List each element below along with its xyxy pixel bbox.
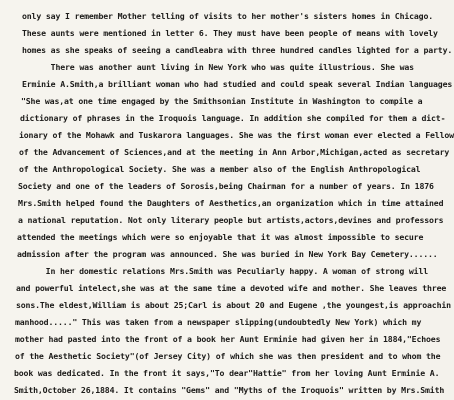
text-line: and powerful intelect,she was at the same time a devoted wife and mother. She leaves three	[16, 283, 447, 293]
text-line: "She was,at one time engaged by the Smithsonian Institute in Washington to compile a	[21, 96, 423, 106]
text-line: Society and one of the leaders of Sorosis,being Chairman for a number of years. In 1876	[18, 181, 434, 191]
text-line: a national reputation. Not only literary people but artists,actors,devines and professors	[18, 215, 444, 225]
text-line: of the Aesthetic Society"(of Jersey City) of which she was then president and to whom the	[15, 351, 441, 361]
text-line: manhood....." This was taken from a newspaper slipping(undoubtedly New York) which my	[15, 317, 422, 327]
text-line: Erminie A.Smith,a brilliant woman who had studied and could speak several Indian languages	[22, 79, 453, 89]
text-line: admission after the program was announced. She was buried in New York Bay Cemetery......	[17, 249, 438, 259]
text-line: ionary of the Mohawk and Tuskarora languages. She was the first woman ever elected a Fellow	[19, 130, 454, 140]
text-line: Mrs.Smith helped found the Daughters of Aesthetics,an organization which in time attained	[18, 198, 444, 208]
text-line: only say I remember Mother telling of visits to her mother's sisters homes in Chicago.	[22, 11, 434, 21]
text-line: attended the meetings which were so enjoyable that it was almost impossible to secure	[17, 232, 424, 242]
text-line: In her domestic relations Mrs.Smith was Peculiarly happy. A woman of strong will	[17, 266, 429, 276]
text-line: of the Anthropological Society. She was a member also of the English Anthropological	[19, 164, 421, 174]
text-line: mother had pasted into the front of a book her Aunt Erminie had given her in 1884,"Echoes	[15, 334, 441, 344]
text-line: book was dedicated. In the front it says,"To dear"Hattie" from her loving Aunt Erminie A.	[14, 368, 440, 378]
text-line: Smith,October 26,1884. It contains "Gems" and "Myths of the Iroquois" written by Mrs.Smith	[14, 385, 445, 395]
text-line: There was another aunt living in New York who was quite illustrious. She was	[22, 62, 414, 72]
text-line: sons.The eldest,William is about 25;Carl is about 20 and Eugene ,the youngest,is approachin	[16, 300, 451, 310]
text-line: homes as she speaks of seeing a candleabra with three hundred candles lighted for a party.	[22, 45, 453, 55]
text-line: These aunts were mentioned in letter 6. They must have been people of means with lovely	[22, 28, 438, 38]
text-line: of the Advancement of Sciences,and at the meeting in Ann Arbor,Michigan,acted as secretary	[19, 147, 450, 157]
text-line: dictionary of phrases in the Iroquois language. In addition she compiled for them a dict-	[20, 113, 446, 123]
